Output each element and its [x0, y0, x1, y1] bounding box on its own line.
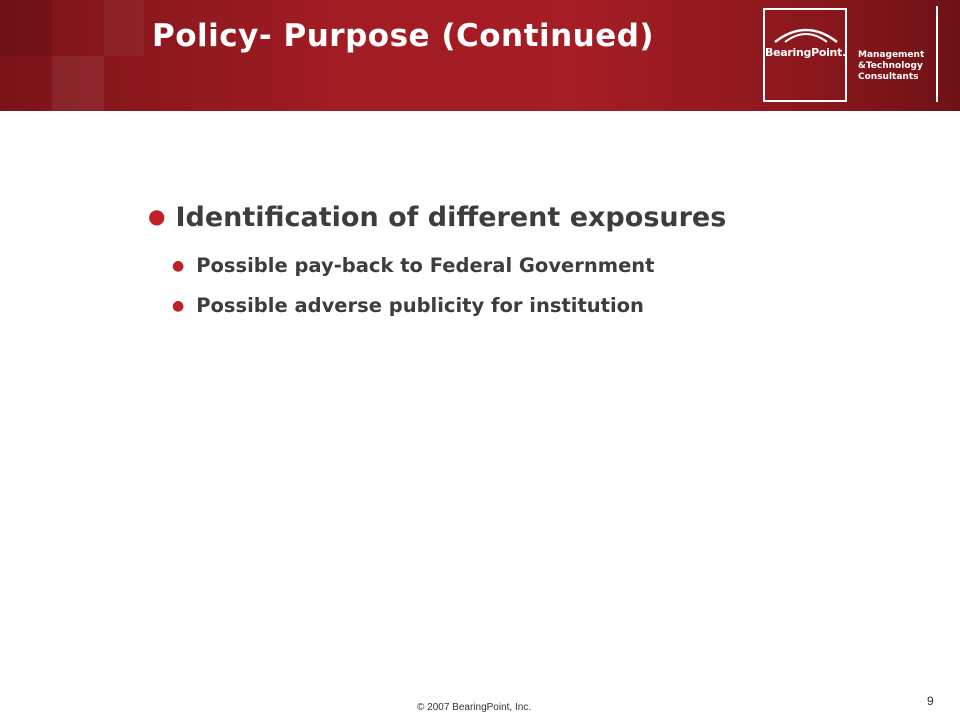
bullet-dot-icon: ●: [148, 204, 166, 228]
header-decor-square: [104, 0, 144, 56]
tagline-line: Consultants: [858, 72, 919, 82]
tagline-line: &Technology: [858, 61, 923, 71]
bullet-text: Identification of different exposures: [175, 202, 727, 233]
bullet-dot-icon: ●: [172, 298, 185, 314]
tagline-line: Management: [858, 50, 925, 60]
logo-tagline: [858, 50, 924, 83]
bullet-item: [148, 202, 726, 233]
slide-title: Policy- Purpose (Continued): [152, 18, 655, 54]
bullet-dot-icon: ●: [172, 258, 185, 274]
copyright-footer: © 2007 BearingPoint, Inc.: [417, 702, 532, 713]
bearingpoint-logo: [763, 8, 847, 102]
header-decor-square: [0, 0, 52, 56]
page-number: 9: [927, 694, 934, 708]
sub-bullet-item: [172, 254, 655, 277]
arc-icon: [771, 24, 841, 44]
sub-bullet-text: Possible pay-back to Federal Government: [196, 254, 655, 277]
header-decor-square: [52, 56, 104, 111]
sub-bullet-item: [172, 294, 644, 317]
slide-header: [0, 0, 960, 111]
logo-text: BearingPoint.: [765, 46, 846, 59]
sub-bullet-text: Possible adverse publicity for institution: [196, 294, 644, 317]
header-divider: [936, 6, 938, 102]
